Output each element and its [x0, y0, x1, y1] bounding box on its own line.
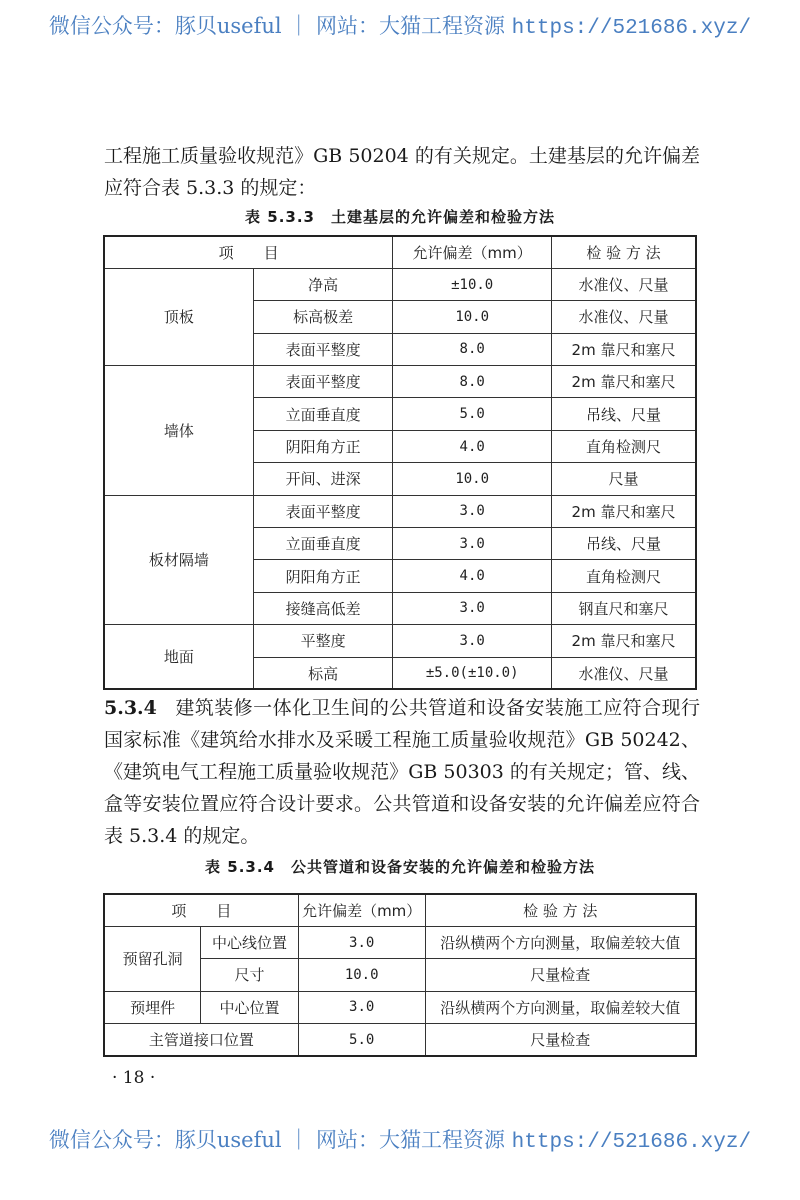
watermark-top	[0, 10, 800, 40]
tolerance-cell: 4.0	[393, 430, 552, 462]
method-cell: 尺量	[552, 463, 696, 495]
table-row	[104, 268, 696, 300]
table-534	[103, 893, 697, 1057]
group-cell: 主管道接口位置	[104, 1024, 298, 1056]
method-cell: 钢直尺和塞尺	[552, 592, 696, 624]
method-cell: 沿纵横两个方向测量，取偏差较大值	[425, 991, 696, 1023]
item-cell: 立面垂直度	[253, 398, 392, 430]
item-cell: 表面平整度	[253, 366, 392, 398]
tolerance-cell: 5.0	[393, 398, 552, 430]
item-cell: 尺寸	[201, 959, 299, 991]
page-number: · 18 ·	[112, 1068, 156, 1088]
method-cell: 2m 靠尺和塞尺	[552, 333, 696, 365]
header-method: 检 验 方 法	[425, 894, 696, 926]
item-cell: 中心位置	[201, 991, 299, 1023]
group-cell: 预留孔洞	[104, 926, 201, 991]
method-cell: 水准仪、尺量	[552, 268, 696, 300]
tolerance-cell: 3.0	[393, 625, 552, 657]
table-header-row	[104, 894, 696, 926]
table-row	[104, 625, 696, 657]
header-tolerance: 允许偏差（mm）	[298, 894, 425, 926]
group-cell: 板材隔墙	[104, 495, 253, 625]
section-text: 建筑装修一体化卫生间的公共管道和设备安装施工应符合现行国家标准《建筑给水排水及采暖工程施工质量验收规范》GB 50242、《建筑电气工程施工质量验收规范》GB 50303 的有关规定；管、线、盒等安装位置应符合设计要求。公共管道和设备安装的允许偏差应符合表 5.3.4 的规定。	[104, 697, 700, 847]
item-cell: 净高	[253, 268, 392, 300]
tolerance-cell: 8.0	[393, 333, 552, 365]
method-cell: 2m 靠尺和塞尺	[552, 495, 696, 527]
header-method: 检 验 方 法	[552, 236, 696, 268]
method-cell: 水准仪、尺量	[552, 657, 696, 689]
method-cell: 2m 靠尺和塞尺	[552, 366, 696, 398]
group-cell: 墙体	[104, 366, 253, 496]
tolerance-cell: 5.0	[298, 1024, 425, 1056]
method-cell: 尺量检查	[425, 1024, 696, 1056]
item-cell: 接缝高低差	[253, 592, 392, 624]
group-cell: 预埋件	[104, 991, 201, 1023]
tolerance-cell: 3.0	[298, 926, 425, 958]
tolerance-cell: 3.0	[393, 495, 552, 527]
item-cell: 阴阳角方正	[253, 560, 392, 592]
item-cell: 开间、进深	[253, 463, 392, 495]
group-cell: 地面	[104, 625, 253, 690]
method-cell: 水准仪、尺量	[552, 301, 696, 333]
item-cell: 标高极差	[253, 301, 392, 333]
tolerance-cell: ±10.0	[393, 268, 552, 300]
tolerance-cell: 10.0	[298, 959, 425, 991]
method-cell: 直角检测尺	[552, 560, 696, 592]
table-row	[104, 991, 696, 1023]
tolerance-cell: 3.0	[393, 592, 552, 624]
section-534-paragraph	[104, 692, 700, 852]
item-cell: 表面平整度	[253, 333, 392, 365]
method-cell: 直角检测尺	[552, 430, 696, 462]
tolerance-cell: 4.0	[393, 560, 552, 592]
table-row	[104, 926, 696, 958]
method-cell: 吊线、尺量	[552, 398, 696, 430]
method-cell: 沿纵横两个方向测量，取偏差较大值	[425, 926, 696, 958]
tolerance-cell: 10.0	[393, 463, 552, 495]
table-header-row	[104, 236, 696, 268]
tolerance-cell: 10.0	[393, 301, 552, 333]
table-534-caption: 表 5.3.4 公共管道和设备安装的允许偏差和检验方法	[205, 858, 595, 876]
method-cell: 2m 靠尺和塞尺	[552, 625, 696, 657]
watermark-text: 微信公众号：豚贝useful ｜ 网站：大猫工程资源	[48, 1128, 512, 1152]
item-cell: 平整度	[253, 625, 392, 657]
item-cell: 中心线位置	[201, 926, 299, 958]
item-cell: 立面垂直度	[253, 528, 392, 560]
watermark-url: https://521686.xyz/	[511, 1131, 752, 1154]
tolerance-cell: 3.0	[298, 991, 425, 1023]
section-number: 5.3.4	[104, 697, 157, 719]
tolerance-cell: ±5.0(±10.0)	[393, 657, 552, 689]
watermark-text: 微信公众号：豚贝useful ｜ 网站：大猫工程资源	[48, 14, 512, 38]
header-item: 项 目	[104, 894, 298, 926]
paragraph-intro: 工程施工质量验收规范》GB 50204 的有关规定。土建基层的允许偏差应符合表 5.3.3 的规定：	[104, 145, 700, 199]
item-cell: 表面平整度	[253, 495, 392, 527]
item-cell: 阴阳角方正	[253, 430, 392, 462]
tolerance-cell: 3.0	[393, 528, 552, 560]
table-533	[103, 235, 697, 690]
item-cell: 标高	[253, 657, 392, 689]
group-cell: 顶板	[104, 268, 253, 365]
watermark-url: https://521686.xyz/	[511, 17, 752, 40]
table-row	[104, 1024, 696, 1056]
tolerance-cell: 8.0	[393, 366, 552, 398]
watermark-bottom	[0, 1124, 800, 1154]
header-tolerance: 允许偏差（mm）	[393, 236, 552, 268]
table-row	[104, 495, 696, 527]
method-cell: 尺量检查	[425, 959, 696, 991]
method-cell: 吊线、尺量	[552, 528, 696, 560]
table-533-caption: 表 5.3.3 土建基层的允许偏差和检验方法	[245, 208, 555, 226]
header-item: 项 目	[104, 236, 393, 268]
table-row	[104, 366, 696, 398]
